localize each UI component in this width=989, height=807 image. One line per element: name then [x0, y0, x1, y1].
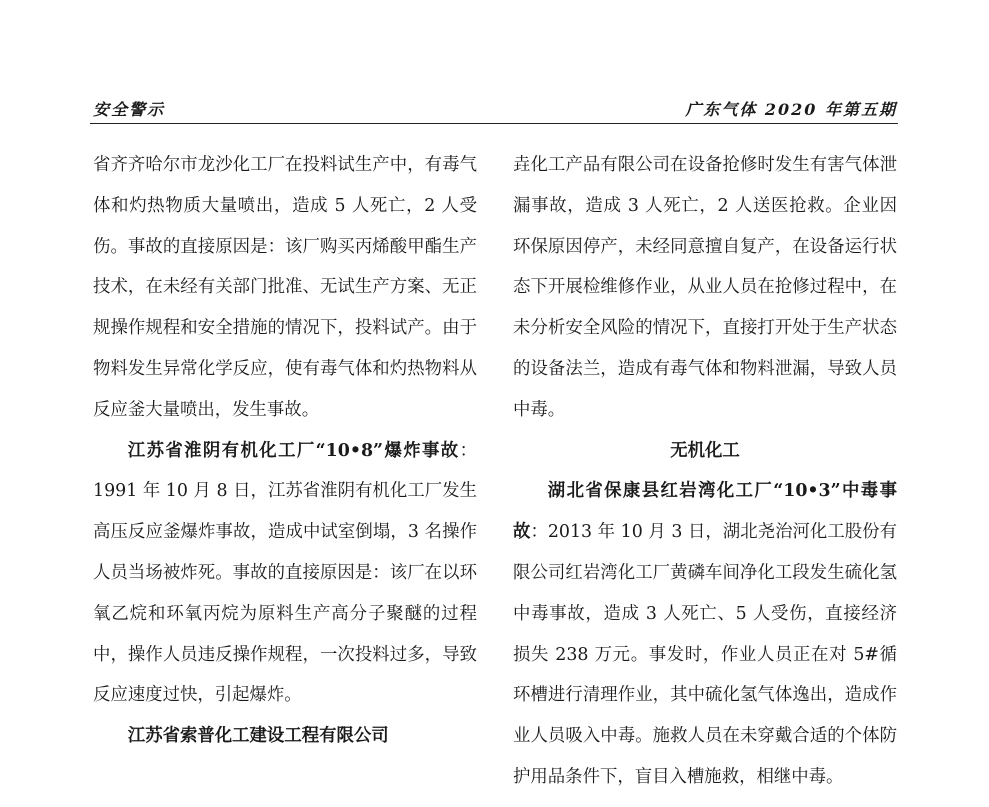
page-header — [93, 97, 897, 119]
accident-body: ：2013 年 10 月 3 日，湖北尧治河化工股份有限公司红岩湾化工厂黄磷车间净化工段发生硫化氢中毒事故，造成 3 人死亡、5 人受伤，直接经济损失 238 万元。事发时，作业人员正在对 5#循环槽进行清理作业，其中硫化氢气体逸出，造成作业人员吸入中毒。施救人员在未穿戴合适的个体防护用品条件下，盲目入槽施救，相继中毒。 — [513, 522, 897, 787]
paragraph-accident-hongyanwan — [513, 471, 897, 797]
paragraph-continued: 省齐齐哈尔市龙沙化工厂在投料试生产中，有毒气体和灼热物质大量喷出，造成 5 人死亡，2 人受伤。事故的直接原因是：该厂购买丙烯酸甲酯生产技术，在未经有关部门批准、无试生产方案、无正规操作规程和安全措施的情况下，投料试产。由于物料发生异常化学反应，使有毒气体和灼热物料从反应釜大量喷出，发生事故。 — [93, 155, 477, 420]
accident-title-suopu: 江苏省索普化工建设工程有限公司 — [127, 726, 389, 747]
accident-title: 江苏省淮阴有机化工厂“10•8”爆炸事故 — [127, 440, 460, 461]
publication-label: 广东气体 2020 年第五期 — [685, 100, 897, 119]
right-column — [513, 145, 897, 798]
left-column — [93, 145, 477, 757]
accident-title: 湖北省保康县红岩湾化工厂“10•3”中毒事故 — [513, 481, 897, 543]
paragraph-continued: 垚化工产品有限公司在设备抢修时发生有害气体泄漏事故，造成 3 人死亡，2 人送医抢救。企业因环保原因停产，未经同意擅自复产，在设备运行状态下开展检维修作业，从业人员在抢修过程中，在未分析安全风险的情况下，直接打开处于生产状态的设备法兰，造成有毒气体和物料泄漏，导致人员中毒。 — [513, 155, 897, 420]
section-label: 安全警示 — [93, 100, 166, 119]
section-heading: 无机化工 — [670, 440, 740, 461]
header-rule — [90, 123, 898, 124]
accident-body: ：1991 年 10 月 8 日，江苏省淮阴有机化工厂发生高压反应釜爆炸事故，造成中试室倒塌，3 名操作人员当场被炸死。事故的直接原因是：该厂在以环氧乙烷和环氧丙烷为原料生产高分子聚醚的过程中，操作人员违反操作规程，一次投料过多，导致反应速度过快，引起爆炸。 — [93, 440, 477, 706]
paragraph-accident-huaiyin — [93, 431, 477, 717]
